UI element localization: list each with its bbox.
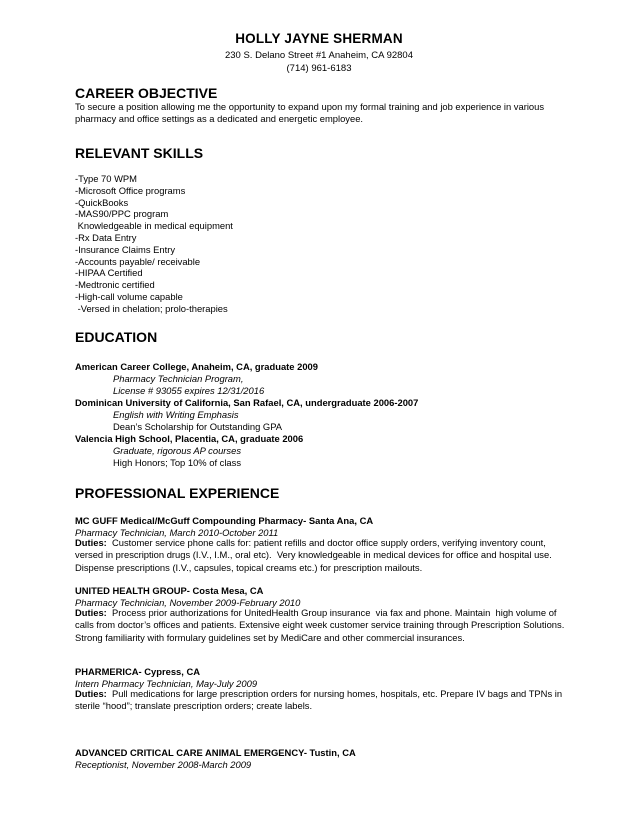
duties-label: Duties: [75,607,107,618]
skill-item: -Medtronic certified [75,279,155,291]
skill-item: -High-call volume capable [75,290,183,302]
applicant-name: HOLLY JAYNE SHERMAN [235,31,403,46]
duties-text: Process prior authorizations for UnitedHealth Group insurance via fax and phone. Maintain high volume of calls from doctor’s offices and patients. Extensive eight week customer service training through Prescription Solutions. Strong familiarity with formulary guidelines set by MediCare and other commercial insurances. [75,607,567,643]
education-list [75,361,418,469]
job-employer: UNITED HEALTH GROUP- Costa Mesa, CA [75,585,264,596]
job-employer: ADVANCED CRITICAL CARE ANIMAL EMERGENCY- Tustin, CA [75,747,356,758]
applicant-address: 230 S. Delano Street #1 Anaheim, CA 92804 [224,50,414,61]
education-heading: EDUCATION [75,329,158,345]
education-detail: License # 93055 expires 12/31/2016 [113,385,265,396]
job-role: Pharmacy Technician, November 2009-February 2010 [75,597,301,608]
skill-item: -HIPAA Certified [75,267,143,279]
education-detail: High Honors; Top 10% of class [113,457,242,468]
skill-item: -Versed in chelation; prolo-therapies [75,302,228,314]
job-role: Intern Pharmacy Technician, May-July 2009 [75,678,258,689]
duties-text: Pull medications for large prescription orders for nursing homes, hospitals, etc. Prepare IV bags and TPNs in sterile “hood”; translate prescription orders; create labels. [75,688,565,712]
skill-item: -Rx Data Entry [75,231,137,243]
experience-heading: PROFESSIONAL EXPERIENCE [75,485,280,501]
job-role: Pharmacy Technician, March 2010-October 2011 [75,527,279,538]
skill-item: -Accounts payable/ receivable [75,255,201,267]
skills-list [75,173,233,315]
education-detail: Graduate, rigorous AP courses [113,445,242,456]
skill-item: Knowledgeable in medical equipment [75,220,233,232]
objective-text: To secure a position allowing me the opportunity to expand upon my formal training and job experience in various pharmacy and office settings as a dedicated and energetic employee. [75,101,545,125]
duties-label: Duties: [75,688,107,699]
education-school: American Career College, Anaheim, CA, graduate 2009 [75,361,318,372]
duties-text: Customer service phone calls for: patient refills and doctor office supply orders, verifying inventory count, versed in prescription drugs (I.V., I.M., oral etc). Very knowledgeable in medical devices for office and hospital use. Dispense prescriptions (I.V., capsules, topical creams etc.) for prescription mailouts. [75,537,555,573]
job-duties [75,607,565,644]
education-detail: Dean’s Scholarship for Outstanding GPA [113,421,283,432]
job-duties [75,688,565,713]
skill-item: -Insurance Claims Entry [75,243,176,255]
job-employer: PHARMERICA- Cypress, CA [75,666,201,677]
skills-heading: RELEVANT SKILLS [75,145,204,161]
job-role: Receptionist, November 2008-March 2009 [75,759,252,770]
skill-item: -MAS90/PPC program [75,208,169,220]
job-employer: MC GUFF Medical/McGuff Compounding Pharmacy- Santa Ana, CA [75,515,374,526]
education-detail: Pharmacy Technician Program, [113,373,244,384]
skill-item: -QuickBooks [75,196,129,208]
job-duties [75,537,565,574]
objective-heading: CAREER OBJECTIVE [75,85,218,101]
education-detail: English with Writing Emphasis [113,409,239,420]
skill-item: -Type 70 WPM [75,173,137,184]
skill-item: -Microsoft Office programs [75,184,186,196]
applicant-phone: (714) 961-6183 [286,63,352,74]
education-school: Valencia High School, Placentia, CA, graduate 2006 [75,433,304,444]
duties-label: Duties: [75,537,107,548]
education-school: Dominican University of California, San Rafael, CA, undergraduate 2006-2007 [75,397,419,408]
